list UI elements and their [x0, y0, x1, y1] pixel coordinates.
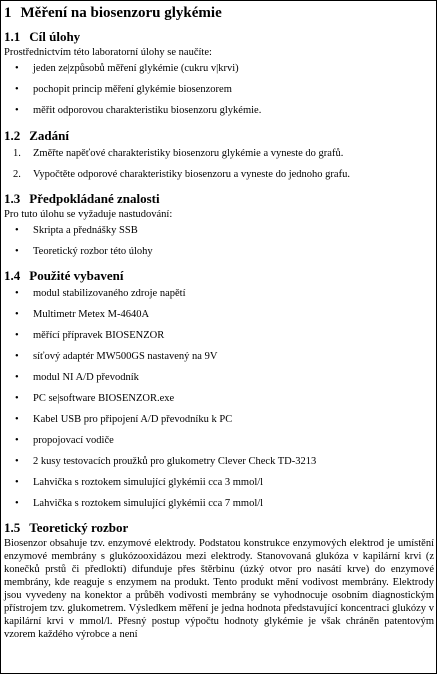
section-intro: Pro tuto úlohu se vyžaduje nastudování:: [4, 209, 173, 220]
bullet-icon: •: [15, 372, 19, 383]
bullet-icon: •: [15, 246, 19, 257]
bullet-list: [4, 62, 434, 117]
list-item: • PC se|software BIOSENZOR.exe: [15, 393, 175, 404]
list-item: • síťový adaptér MW500GS nastavený na 9V: [15, 351, 218, 362]
list-item: • měřit odporovou charakteristiku biosenzoru glykémie.: [15, 105, 262, 116]
bullet-icon: •: [15, 456, 19, 467]
list-item: • Kabel USB pro připojení A/D převodníku k PC: [15, 414, 233, 425]
bullet-icon: •: [15, 498, 19, 509]
section-title: Zadání: [29, 128, 69, 143]
list-item: • pochopit princip měření glykémie biosenzorem: [15, 84, 232, 95]
list-item: • Lahvička s roztokem simulující glykémii cca 7 mmol/l: [15, 498, 264, 509]
section-prerequisites: [4, 191, 434, 258]
bullet-icon: •: [15, 288, 19, 299]
list-item: • Skripta a přednášky SSB: [15, 225, 138, 236]
document-title: [4, 4, 434, 23]
section-task: [4, 128, 434, 181]
section-heading: [4, 268, 434, 284]
section-heading: [4, 520, 434, 536]
title-text: Měření na biosenzoru glykémie: [20, 5, 222, 21]
section-title: Použité vybavení: [29, 268, 124, 283]
bullet-icon: •: [15, 225, 19, 236]
section-theory: [4, 520, 434, 641]
section-number: 1.5: [4, 520, 21, 535]
section-number: 1.2: [4, 128, 21, 143]
section-title: Teoretický rozbor: [29, 520, 129, 535]
section-number: 1.3: [4, 191, 21, 206]
list-item: • modul stabilizovaného zdroje napětí: [15, 288, 186, 299]
bullet-icon: •: [15, 435, 19, 446]
list-item: 1. Změřte napěťové charakteristiky biosenzoru glykémie a vyneste do grafů.: [13, 148, 344, 159]
list-item: • 2 kusy testovacích proužků pro glukometry Clever Check TD-3213: [15, 456, 317, 467]
bullet-icon: •: [15, 393, 19, 404]
section-title: Předpokládané znalosti: [29, 191, 160, 206]
bullet-icon: •: [15, 477, 19, 488]
list-item: • modul NI A/D převodník: [15, 372, 139, 383]
list-item: • Lahvička s roztokem simulující glykémii cca 3 mmol/l: [15, 477, 264, 488]
list-item: • Multimetr Metex M-4640A: [15, 309, 150, 320]
bullet-icon: •: [15, 105, 19, 116]
section-heading: [4, 191, 434, 207]
section-goals: [4, 29, 434, 117]
bullet-icon: •: [15, 84, 19, 95]
section-number: 1.4: [4, 268, 21, 283]
bullet-icon: •: [15, 63, 19, 74]
bullet-icon: •: [15, 309, 19, 320]
bullet-list: [4, 287, 434, 510]
section-title: Cíl úlohy: [29, 29, 81, 44]
section-number: 1.1: [4, 29, 21, 44]
bullet-icon: •: [15, 351, 19, 362]
bullet-icon: •: [15, 330, 19, 341]
bullet-list: [4, 224, 434, 258]
theory-paragraph: Biosenzor obsahuje tzv. enzymové elektrody. Podstatou konstrukce enzymových elektrod je umístění enzymové membrány s glukózooxidázou mezi elektrody. Stanovovaná glukóza v kapilární krvi (z konečků prstů či předloktí) difunduje přes štěrbinu (úzký otvor pro nasátí krve) do enzymové membrány, kde reaguje s enzymem na produkt. Tento produkt mění vodivost membrány. Elektrody jsou vyvedeny na konektor a průběh vodivosti membrány se vyhodnocuje osobním diagnostickým přístrojem tzv. glukometrem. Výsledkem měření je jedna hodnota představující koncentraci glukózy v kapilární krvi v mmol/l. Přesný postup výpočtu hodnoty glykémie je však chráněn patentovým vzorem každého výrobce a není: [4, 538, 434, 640]
list-item: • Teoretický rozbor této úlohy: [15, 246, 153, 257]
section-intro: Prostřednictvím této laboratorní úlohy se naučíte:: [4, 47, 212, 58]
title-number: 1: [4, 5, 12, 21]
section-equipment: [4, 268, 434, 510]
list-item: 2. Vypočtěte odporové charakteristiky biosenzoru a vyneste do jednoho grafu.: [13, 169, 350, 180]
section-heading: [4, 29, 434, 45]
numbered-list: [4, 147, 434, 181]
list-item: • propojovací vodiče: [15, 435, 114, 446]
list-item: • jeden ze|způsobů měření glykémie (cukru v|krvi): [15, 63, 239, 74]
list-item: • měřící přípravek BIOSENZOR: [15, 330, 165, 341]
bullet-icon: •: [15, 414, 19, 425]
section-heading: [4, 128, 434, 144]
